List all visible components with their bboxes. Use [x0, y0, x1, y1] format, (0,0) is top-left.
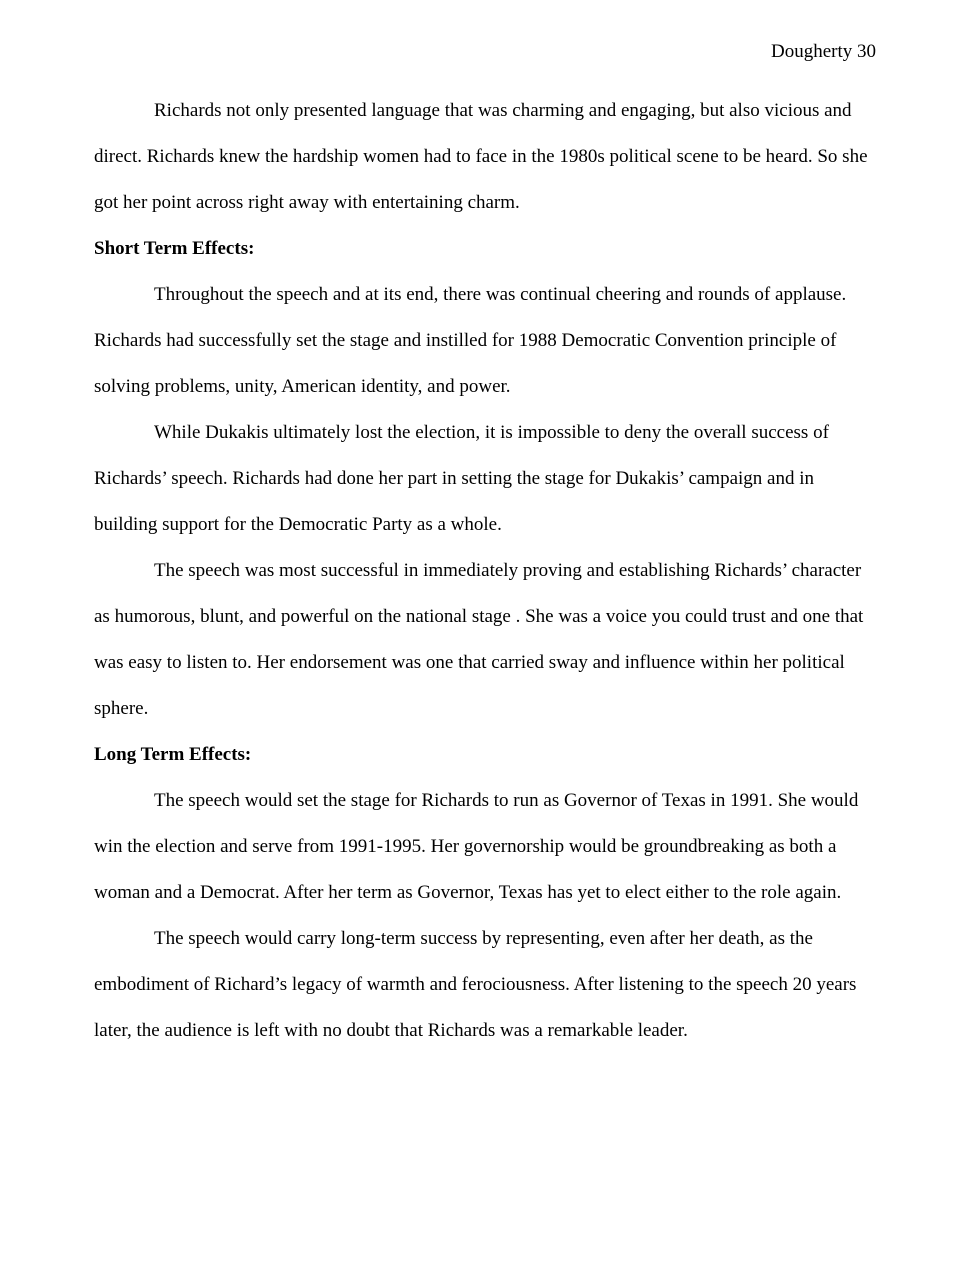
paragraph-short-term-1: Throughout the speech and at its end, there was continual cheering and rounds of applause. Richards had successfully set the stage and instilled for 1988 Democratic Convention principle of solving problems, unity, American identity, and power. — [94, 284, 847, 397]
paragraph-short-term-3: The speech was most successful in immediately proving and establishing Richards’ character as humorous, blunt, and powerful on the national stage . She was a voice you could trust and one that was easy to listen to. Her endorsement was one that carried sway and influence within her political sphere. — [94, 560, 864, 719]
paragraph-intro: Richards not only presented language that was charming and engaging, but also vicious and direct. Richards knew the hardship women had to face in the 1980s political scene to be heard. So she got her point across right away with entertaining charm. — [94, 100, 868, 213]
paragraph-short-term-2: While Dukakis ultimately lost the election, it is impossible to deny the overall success of Richards’ speech. Richards had done her part in setting the stage for Dukakis’ campaign and in building support for the Democratic Party as a whole. — [94, 422, 829, 535]
paragraph-long-term-1: The speech would set the stage for Richards to run as Governor of Texas in 1991. She would win the election and serve from 1991-1995. Her governorship would be groundbreaking as both a woman and a Democrat. After her term as Governor, Texas has yet to elect either to the role again. — [94, 790, 859, 903]
paragraph-long-term-2: The speech would carry long-term success by representing, even after her death, as the embodiment of Richard’s legacy of warmth and ferociousness. After listening to the speech 20 years later, the audience is left with no doubt that Richards was a remarkable leader. — [94, 928, 857, 1041]
document-body — [94, 88, 876, 1054]
running-header: Dougherty 30 — [770, 41, 876, 62]
heading-short-term-effects: Short Term Effects: — [94, 238, 255, 259]
heading-long-term-effects: Long Term Effects: — [94, 744, 252, 765]
